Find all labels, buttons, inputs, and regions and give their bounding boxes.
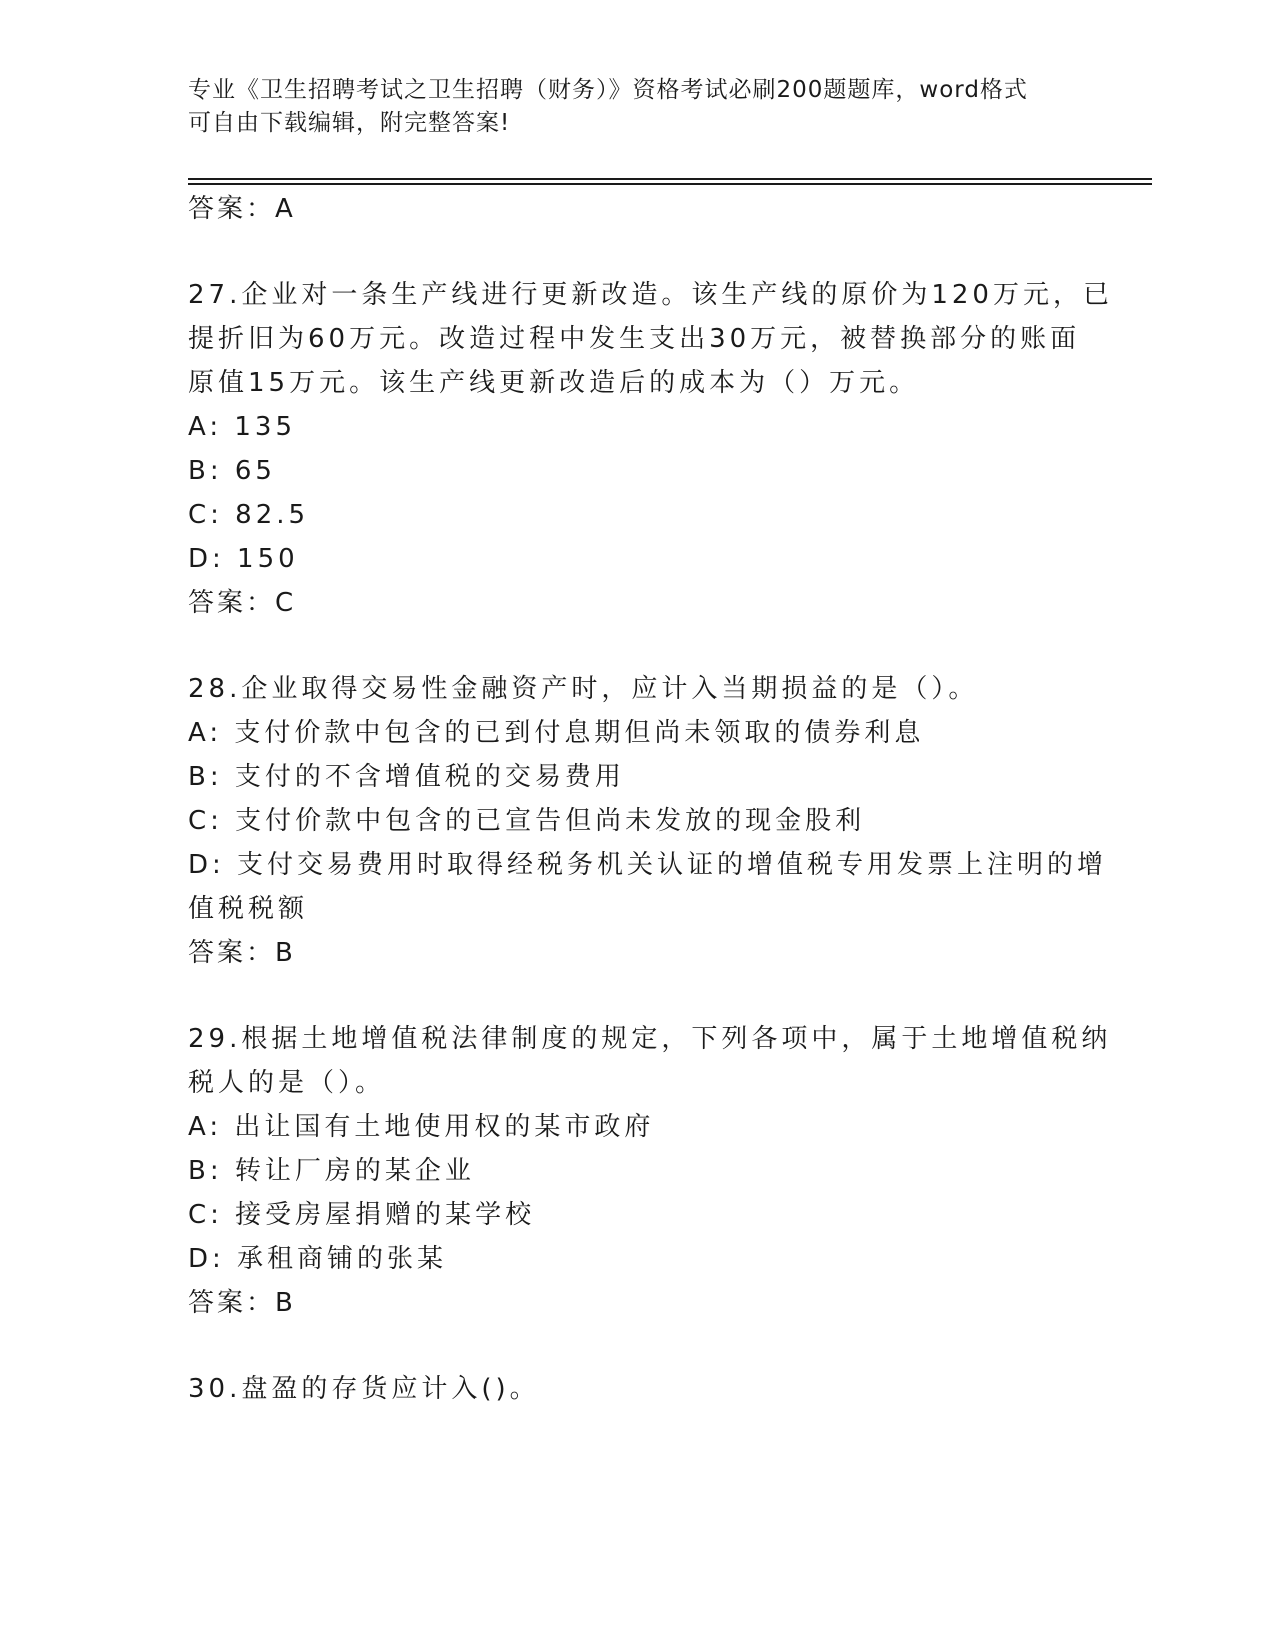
question-28-option-b: B: 支付的不含增值税的交易费用 bbox=[188, 762, 625, 792]
question-27-option-d: D: 150 bbox=[188, 544, 299, 574]
question-27-line-2: 提折旧为60万元。改造过程中发生支出30万元，被替换部分的账面 bbox=[188, 324, 1081, 354]
question-27-line-3: 原值15万元。该生产线更新改造后的成本为（）万元。 bbox=[188, 368, 920, 398]
question-27-option-c: C: 82.5 bbox=[188, 500, 310, 530]
question-28-option-d-continued: 值税税额 bbox=[188, 894, 309, 924]
question-29-line-2: 税人的是（）。 bbox=[188, 1068, 386, 1098]
header-divider bbox=[188, 178, 1152, 180]
question-29-option-b: B: 转让厂房的某企业 bbox=[188, 1156, 475, 1186]
question-29-answer: 答案：B bbox=[188, 1288, 296, 1318]
question-28-line-1: 28.企业取得交易性金融资产时，应计入当期损益的是（）。 bbox=[188, 674, 979, 704]
question-27-option-a: A: 135 bbox=[188, 412, 296, 442]
header-divider-second bbox=[188, 183, 1152, 185]
question-28-answer: 答案：B bbox=[188, 938, 296, 968]
document-header: 专业《卫生招聘考试之卫生招聘（财务）》资格考试必刷200题题库，word格式 可自由下载编辑，附完整答案! bbox=[188, 77, 1028, 136]
question-28-option-a: A: 支付价款中包含的已到付息期但尚未领取的债券利息 bbox=[188, 718, 925, 748]
question-30-line-1: 30.盘盈的存货应计入()。 bbox=[188, 1374, 540, 1404]
question-28-option-c: C: 支付价款中包含的已宣告但尚未发放的现金股利 bbox=[188, 806, 866, 836]
question-29-option-c: C: 接受房屋捐赠的某学校 bbox=[188, 1200, 536, 1230]
question-28-option-d: D: 支付交易费用时取得经税务机关认证的增值税专用发票上注明的增 bbox=[188, 850, 1108, 880]
question-29-option-d: D: 承租商铺的张某 bbox=[188, 1244, 448, 1274]
question-29-line-1: 29.根据土地增值税法律制度的规定，下列各项中，属于土地增值税纳 bbox=[188, 1024, 1112, 1054]
previous-answer: 答案：A bbox=[188, 194, 296, 224]
question-27-option-b: B: 65 bbox=[188, 456, 276, 486]
question-27-line-1: 27.企业对一条生产线进行更新改造。该生产线的原价为120万元，已 bbox=[188, 280, 1113, 310]
question-29-option-a: A: 出让国有土地使用权的某市政府 bbox=[188, 1112, 655, 1142]
question-27-answer: 答案：C bbox=[188, 588, 297, 618]
